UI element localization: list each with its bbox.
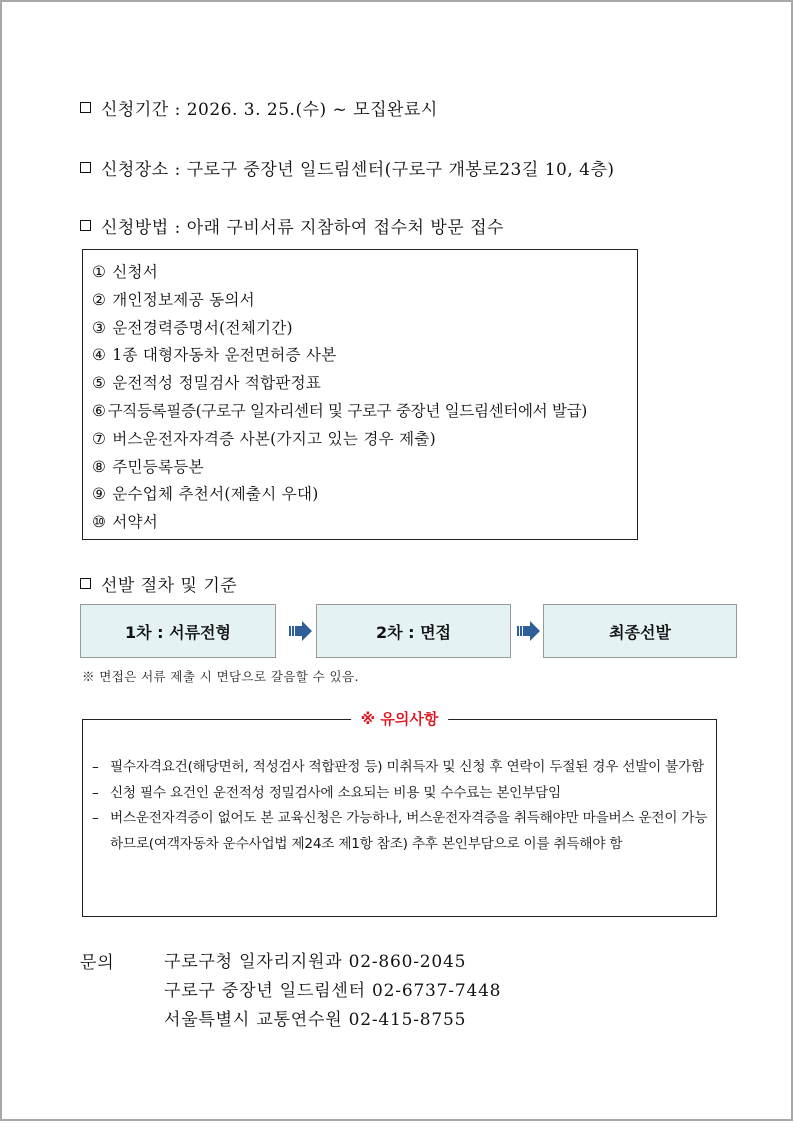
step-label: 1차 : 서류전형 [125,622,231,642]
selection-text: 선발 절차 및 기준 [101,576,238,596]
document-item [92,370,637,398]
notice-title: ※ 유의사항 [351,708,449,729]
item-number: ⑤ [92,374,107,393]
dash-bullet-icon: – [92,784,99,801]
document-item [92,426,637,454]
notice-item-text: 신청 필수 요건인 운전적성 정밀검사에 소요되는 비용 및 수수료는 본인부담임 [110,784,561,801]
document-item [92,509,637,537]
item-number: ① [92,263,107,281]
item-label: 구직등록필증(구로구 일자리센터 및 구로구 중장년 일드림센터에서 발급) [107,401,588,420]
item-label: 서약서 [112,513,159,532]
selection-steps-flow [80,604,737,658]
item-label: 신청서 [112,263,159,281]
step-interview [316,604,511,658]
document-item [92,342,637,370]
notice-item [92,806,712,857]
item-number: ⑥ [92,401,106,420]
required-documents-box [82,249,638,540]
section-method [80,213,504,238]
notice-item-text: 필수자격요건(해당면허, 적성검사 적합판정 등) 미취득자 및 신청 후 연락이 두절된 경우 선발이 불가함 [110,759,704,775]
square-bullet-icon [80,162,91,173]
contact-line: 구로구 중장년 일드림센터 02-6737-7448 [164,981,502,1001]
contact-line: 구로구청 일자리지원과 02-860-2045 [164,952,467,972]
notice-item-text: 버스운전자격증이 없어도 본 교육신청은 가능하나, 버스운전자격증을 취득해야만 마을버스 운전이 가능하므로(여객자동차 운수사업법 제24조 제1항 참조) 추후 본인부담으로 이를 취득해야 함 [110,810,708,852]
notice-list [92,755,712,857]
item-number: ④ [92,346,107,365]
arrow-right-icon [289,620,313,642]
item-label: 버스운전자자격증 사본(가지고 있는 경우 제출) [112,429,436,448]
dash-bullet-icon: – [92,810,99,826]
step-document-screening [80,604,276,658]
document-item [92,315,637,343]
notice-box [82,710,717,917]
arrow-right-icon [517,620,541,642]
square-bullet-icon [80,578,91,589]
section-place [80,155,615,180]
notice-item [92,781,712,807]
item-label: 운수업체 추천서(제출시 우대) [112,485,319,504]
item-number: ② [92,290,107,309]
step-label: 2차 : 면접 [375,622,452,642]
item-label: 주민등록등본 [112,457,204,476]
item-number: ⑧ [92,457,107,476]
document-item [92,481,637,509]
dash-bullet-icon: – [92,759,99,775]
method-text: 신청방법 : 아래 구비서류 지참하여 접수처 방문 접수 [101,218,504,238]
document-item [92,287,637,315]
contact-lines [164,948,501,1035]
step-label: 최종선발 [609,622,671,642]
item-label: 개인정보제공 동의서 [112,290,255,309]
notice-item [92,755,712,781]
section-period [80,95,438,120]
item-number: ③ [92,318,107,337]
period-text: 신청기간 : 2026. 3. 25.(수) ~ 모집완료시 [101,100,438,120]
document-item [92,454,637,482]
item-label: 운전적성 정밀검사 적합판정표 [112,374,322,393]
place-text: 신청장소 : 구로구 중장년 일드림센터(구로구 개봉로23길 10, 4층) [101,160,615,180]
item-number: ⑩ [92,513,107,532]
item-label: 1종 대형자동차 운전면허증 사본 [112,346,337,365]
item-label: 운전경력증명서(전체기간) [112,318,293,337]
contact-label: 문의 [80,953,115,973]
interview-note: ※ 면접은 서류 제출 시 면담으로 갈음할 수 있음. [82,669,359,684]
square-bullet-icon [80,220,91,231]
square-bullet-icon [80,102,91,113]
item-number: ⑨ [92,485,107,504]
step-final-selection [543,604,737,658]
document-item [92,398,637,426]
item-number: ⑦ [92,429,107,448]
document-item [92,259,637,287]
section-selection [80,571,237,596]
contact-line: 서울특별시 교통연수원 02-415-8755 [164,1010,467,1030]
